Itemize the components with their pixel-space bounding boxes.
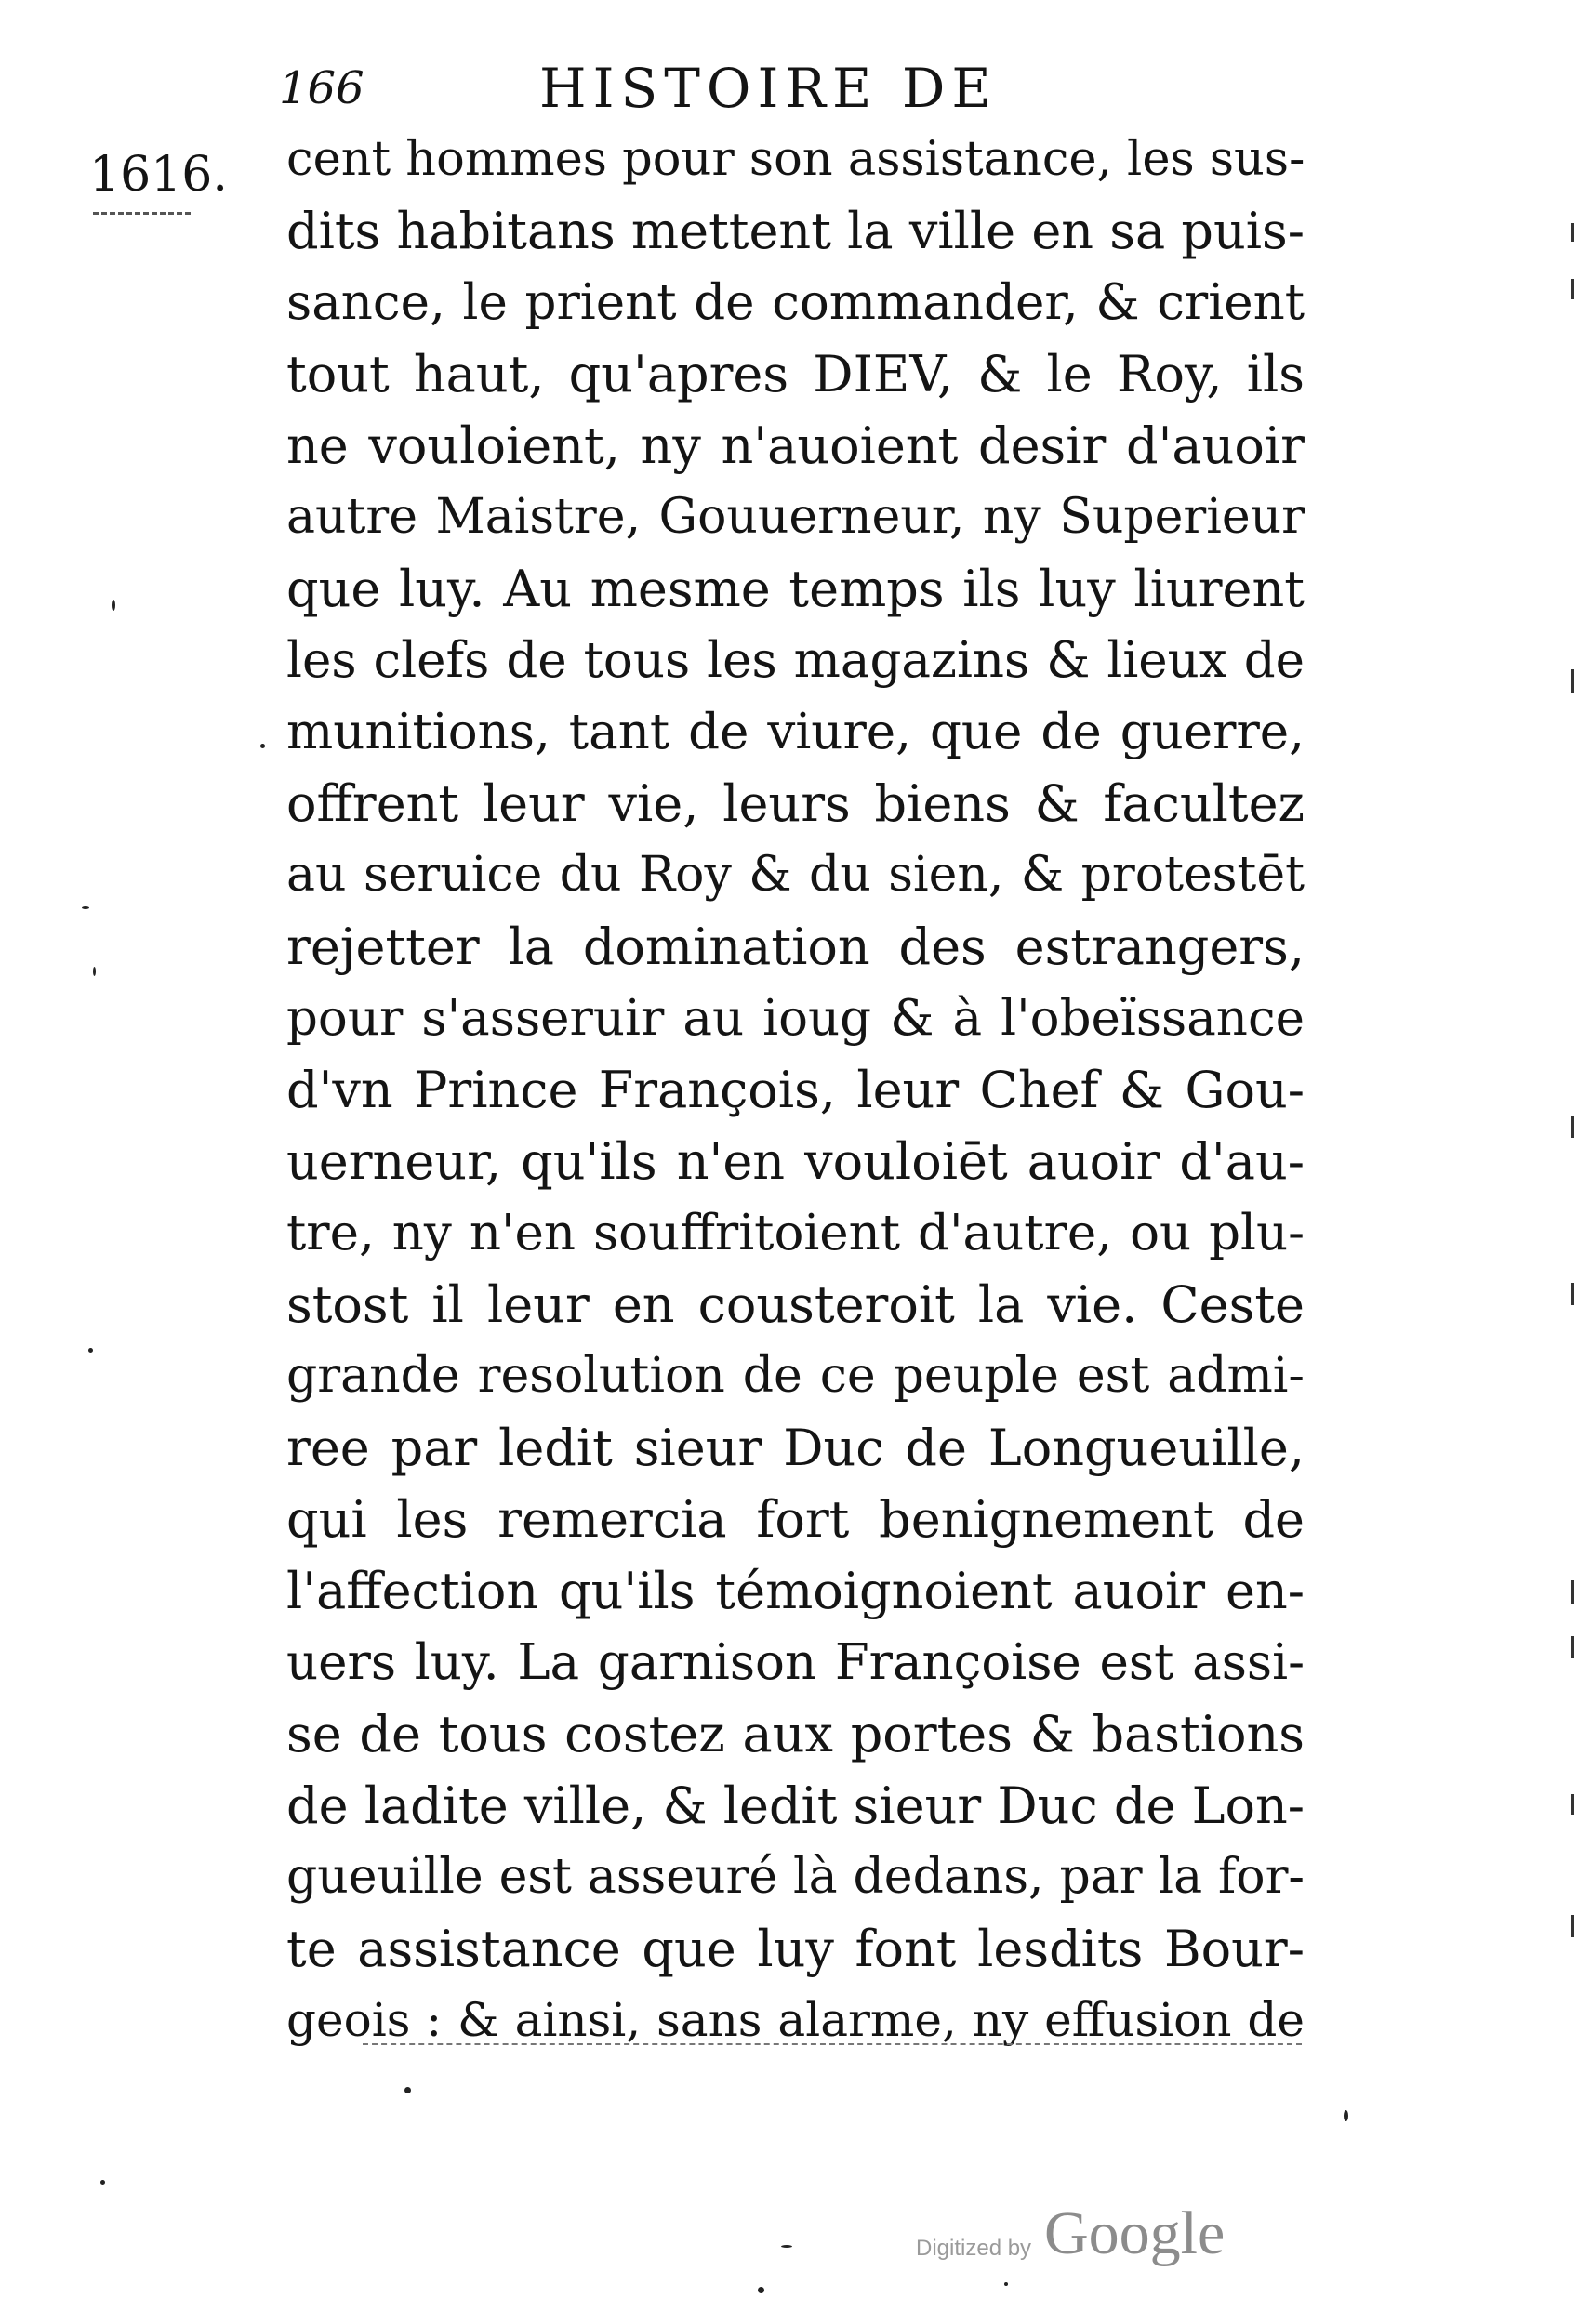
page-edge-mark: [1571, 1794, 1574, 1815]
page-edge-mark: [1571, 1636, 1574, 1658]
text-line: stost il leur en cousteroit la vie. Ceste: [286, 1275, 1305, 1334]
page-edge-mark: [1571, 1915, 1574, 1937]
scan-speck: [1004, 2282, 1008, 2286]
running-head: [279, 56, 1302, 121]
page-edge-mark: [1571, 1116, 1574, 1138]
text-line: tout haut, qu'apres DIEV, & le Roy, ils: [286, 345, 1305, 403]
text-line: sance, le prient de commander, & crient: [286, 274, 1305, 331]
text-line: que luy. Au mesme temps ils luy liurent: [286, 560, 1305, 618]
text-line: se de tous costez aux portes & bastions: [286, 1705, 1305, 1763]
watermark-google-logo: Google: [1044, 2199, 1226, 2267]
scan-speck: [82, 906, 89, 909]
page-edge-mark: [1571, 1283, 1574, 1305]
scan-speck: [93, 967, 96, 976]
text-line: offrent leur vie, leurs biens & facultez: [286, 774, 1305, 833]
text-line: les clefs de tous les magazins & lieux de: [286, 632, 1305, 689]
scan-speck: [404, 2087, 411, 2093]
scan-speck: [100, 2180, 105, 2185]
text-line: tre, ny n'en souffritoient d'autre, ou plu-: [286, 1205, 1305, 1261]
text-line: autre Maistre, Gouuerneur, ny Superieur: [286, 489, 1305, 545]
text-line: rejetter la domination des estrangers,: [286, 918, 1305, 976]
text-line: geois : & ainsi, sans alarme, ny effusion de: [286, 1993, 1305, 2047]
body-text: [286, 124, 1305, 2056]
page-number: 166: [279, 62, 364, 114]
page-edge-mark: [1571, 279, 1574, 299]
scan-speck: [1344, 2110, 1348, 2121]
scan-speck: [781, 2245, 792, 2248]
text-line: de ladite ville, & ledit sieur Duc de Lon-: [286, 1776, 1305, 1835]
text-line: ree par ledit sieur Duc de Longueuille,: [286, 1419, 1305, 1477]
text-line: gueuille est asseuré là dedans, par la for-: [286, 1849, 1305, 1905]
margin-rule: [93, 212, 191, 215]
text-line: uers luy. La garnison Françoise est assi-: [286, 1634, 1305, 1691]
text-line: grande resolution de ce peuple est admi-: [286, 1348, 1305, 1404]
scan-speck: [260, 744, 265, 748]
text-line: cent hommes pour son assistance, les sus-: [286, 132, 1305, 187]
scan-speck: [112, 600, 115, 611]
text-line: pour s'asseruir au ioug & à l'obeïssance: [286, 990, 1305, 1047]
page-edge-mark: [1571, 1580, 1574, 1604]
page-edge-mark: [1571, 669, 1574, 693]
bottom-rule: [363, 2043, 1302, 2045]
watermark-digitized-text: Digitized by: [916, 2236, 1032, 2261]
text-line: uerneur, qu'ils n'en vouloiēt auoir d'au-: [286, 1132, 1305, 1191]
text-line: qui les remercia fort benignement de: [286, 1490, 1305, 1549]
text-line: l'affection qu'ils témoignoient auoir en-: [286, 1562, 1305, 1620]
text-line: au seruice du Roy & du sien, & protestēt: [286, 847, 1305, 903]
margin-year-note: 1616.: [89, 147, 228, 203]
text-line: d'vn Prince François, leur Chef & Gou-: [286, 1061, 1305, 1119]
text-line: dits habitans mettent la ville en sa puis-: [286, 202, 1305, 260]
scan-speck: [758, 2287, 764, 2293]
scan-speck: [88, 1348, 93, 1353]
text-line: ne vouloient, ny n'auoient desir d'auoir: [286, 416, 1305, 475]
running-title: HISTOIRE DE: [539, 57, 998, 120]
page-edge-mark: [1571, 223, 1574, 242]
text-line: te assistance que luy font lesdits Bour-: [286, 1920, 1305, 1978]
text-line: munitions, tant de viure, que de guerre,: [286, 704, 1305, 760]
